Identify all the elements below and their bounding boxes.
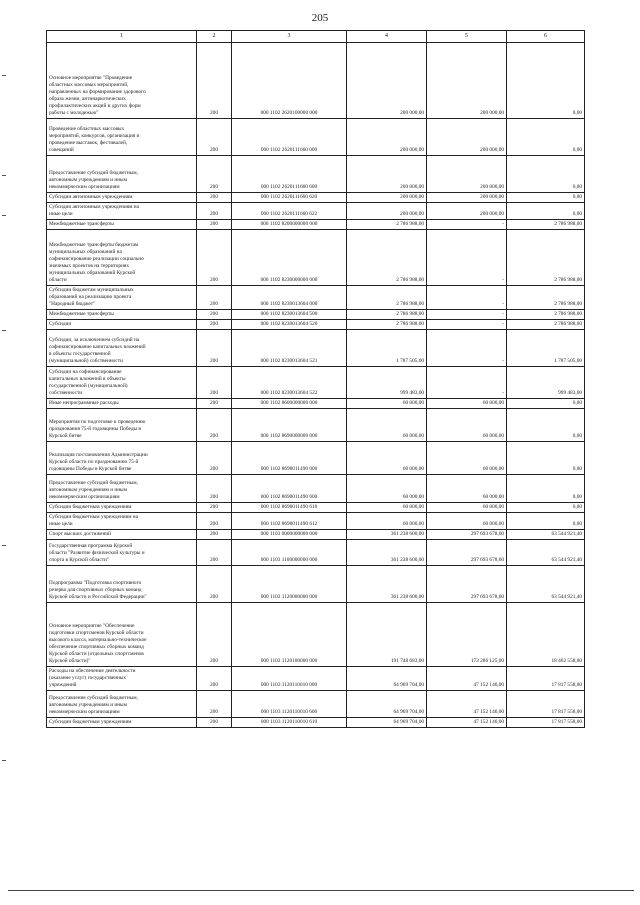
unexecuted-amount: 0,00: [507, 503, 585, 513]
row-name: Субсидии: [47, 320, 197, 330]
budget-classification-code: 000 1102 8230013604 520: [232, 320, 347, 330]
approved-amount: 60 000,00: [347, 475, 427, 503]
unexecuted-amount: 2 786 988,00: [507, 320, 585, 330]
table-row: [47, 156, 585, 193]
executed-amount: 173 286 125,00: [427, 603, 507, 667]
row-name: Межбюджетные трансферты: [47, 310, 197, 320]
budget-classification-code: 000 1102 8690011490 610: [232, 503, 347, 513]
budget-classification-code: 000 1103 1100000000 000: [232, 540, 347, 566]
budget-classification-code: 000 1102 8230013604 500: [232, 310, 347, 320]
line-code: 200: [197, 475, 232, 503]
budget-classification-code: 000 1102 8600000000 000: [232, 399, 347, 409]
table-row: [47, 566, 585, 603]
approved-amount: 60 000,00: [347, 442, 427, 475]
executed-amount: 60 000,00: [427, 442, 507, 475]
column-header: 2: [197, 31, 232, 43]
row-name: Субсидии бюджетным учреждениям: [47, 718, 197, 728]
approved-amount: 200 000,00: [347, 203, 427, 220]
executed-amount: 297 693 678,60: [427, 530, 507, 540]
table-row: [47, 310, 585, 320]
unexecuted-amount: 0,00: [507, 409, 585, 442]
column-header: 4: [347, 31, 427, 43]
table-row: [47, 320, 585, 330]
line-code: 200: [197, 310, 232, 320]
column-header: 1: [47, 31, 197, 43]
line-code: 200: [197, 286, 232, 310]
executed-amount: -: [427, 367, 507, 399]
line-code: 200: [197, 540, 232, 566]
row-name: Субсидии, за исключением субсидий на софинансирование капитальных вложений в объекты государственной (муниципальной) собственности: [47, 330, 197, 367]
row-name: Межбюджетные трансферты бюджетам муниципальных образований на софинансирование реализации социально значимых проектов на территориях муниципальных образований Курской области: [47, 230, 197, 286]
row-name: Основное мероприятие "Обеспечение подготовки спортсменов Курской области высокого класса, материально-техническое обеспечение спортивных сборных команд Курской области (отдельных спортсменов Курской области)": [47, 603, 197, 667]
budget-classification-code: 000 1102 2620111660 620: [232, 193, 347, 203]
unexecuted-amount: 999 483,00: [507, 367, 585, 399]
executed-amount: 47 152 146,00: [427, 667, 507, 691]
executed-amount: 200 000,00: [427, 193, 507, 203]
line-code: 200: [197, 513, 232, 530]
row-name: Предоставление субсидий бюджетным, автономным учреждениям и иным некоммерческим организациям: [47, 475, 197, 503]
approved-amount: 361 238 600,00: [347, 530, 427, 540]
line-code: 200: [197, 320, 232, 330]
table-row: [47, 43, 585, 119]
table-row: [47, 220, 585, 230]
row-name: Основное мероприятие "Проведение областных массовых мероприятий, направленных на формирование здорового образа жизни, антинаркотических профилактических акций и других форм работы с молодежью": [47, 43, 197, 119]
executed-amount: 297 693 678,60: [427, 566, 507, 603]
unexecuted-amount: 0,00: [507, 513, 585, 530]
row-name: Реализация постановления Администрации Курской области по празднованию 75-й годовщины Победы в Курской битве: [47, 442, 197, 475]
table-row: [47, 540, 585, 566]
unexecuted-amount: 0,00: [507, 119, 585, 156]
line-code: 200: [197, 330, 232, 367]
unexecuted-amount: 63 544 921,40: [507, 566, 585, 603]
unexecuted-amount: 63 544 921,40: [507, 530, 585, 540]
table-row: [47, 718, 585, 728]
executed-amount: 200 000,00: [427, 203, 507, 220]
table-row: [47, 667, 585, 691]
row-name: Предоставление субсидий бюджетным, автономным учреждениям и иным некоммерческим организациям: [47, 691, 197, 718]
row-name: Субсидии автономным учреждениям на иные цели: [47, 203, 197, 220]
unexecuted-amount: 0,00: [507, 43, 585, 119]
page-bottom-rule: [8, 890, 634, 891]
row-name: Межбюджетные трансферты: [47, 220, 197, 230]
approved-amount: 200 000,00: [347, 156, 427, 193]
line-code: 200: [197, 442, 232, 475]
unexecuted-amount: 2 786 988,00: [507, 286, 585, 310]
budget-classification-code: 000 1102 8690011490 000: [232, 442, 347, 475]
executed-amount: 297 693 678,60: [427, 540, 507, 566]
executed-amount: 60 000,00: [427, 409, 507, 442]
line-code: 200: [197, 718, 232, 728]
line-code: 200: [197, 399, 232, 409]
approved-amount: 64 969 704,00: [347, 691, 427, 718]
table-row: [47, 367, 585, 399]
table-row: [47, 530, 585, 540]
budget-classification-code: 000 1102 2620111660 000: [232, 119, 347, 156]
executed-amount: 200 000,00: [427, 156, 507, 193]
unexecuted-amount: 0,00: [507, 156, 585, 193]
page-number: 205: [311, 12, 329, 24]
scan-edge-marks: [2, 0, 8, 905]
line-code: 200: [197, 667, 232, 691]
budget-classification-code: 000 1102 2620100000 000: [232, 43, 347, 119]
budget-classification-code: 000 1102 8200000000 000: [232, 220, 347, 230]
approved-amount: 200 000,00: [347, 43, 427, 119]
table-row: [47, 399, 585, 409]
unexecuted-amount: 2 786 988,00: [507, 220, 585, 230]
table-header-row: [47, 31, 585, 43]
table-row: [47, 203, 585, 220]
column-header: 3: [232, 31, 347, 43]
approved-amount: 60 000,00: [347, 399, 427, 409]
budget-classification-code: 000 1103 0000000000 000: [232, 530, 347, 540]
unexecuted-amount: 17 817 558,00: [507, 667, 585, 691]
row-name: Расходы на обеспечение деятельности (оказание услуг) государственных учреждений: [47, 667, 197, 691]
executed-amount: 47 152 146,00: [427, 718, 507, 728]
executed-amount: 60 000,00: [427, 503, 507, 513]
approved-amount: 361 238 600,00: [347, 566, 427, 603]
approved-amount: 1 787 505,00: [347, 330, 427, 367]
approved-amount: 60 000,00: [347, 503, 427, 513]
executed-amount: -: [427, 330, 507, 367]
approved-amount: 2 786 988,00: [347, 310, 427, 320]
table-row: [47, 286, 585, 310]
executed-amount: -: [427, 220, 507, 230]
budget-classification-code: 000 1102 8690000000 000: [232, 409, 347, 442]
budget-classification-code: 000 1103 1120110010 600: [232, 691, 347, 718]
approved-amount: 64 969 704,00: [347, 718, 427, 728]
budget-classification-code: 000 1103 1120110010 610: [232, 718, 347, 728]
executed-amount: 60 000,00: [427, 513, 507, 530]
approved-amount: 2 786 988,00: [347, 320, 427, 330]
row-name: Мероприятия по подготовке к проведению празднования 75-й годовщины Победы в Курской битве: [47, 409, 197, 442]
line-code: 200: [197, 691, 232, 718]
table-row: [47, 691, 585, 718]
unexecuted-amount: 0,00: [507, 475, 585, 503]
unexecuted-amount: 0,00: [507, 399, 585, 409]
line-code: 200: [197, 119, 232, 156]
row-name: Государственная программа Курской области "Развитие физической культуры и спорта в Курской области": [47, 540, 197, 566]
budget-classification-code: 000 1102 8690011490 612: [232, 513, 347, 530]
budget-classification-code: 000 1103 1120000000 000: [232, 566, 347, 603]
executed-amount: -: [427, 310, 507, 320]
table-row: [47, 330, 585, 367]
approved-amount: 60 000,00: [347, 513, 427, 530]
table-row: [47, 513, 585, 530]
executed-amount: -: [427, 320, 507, 330]
line-code: 200: [197, 367, 232, 399]
budget-classification-code: 000 1102 2620111660 622: [232, 203, 347, 220]
column-header: 5: [427, 31, 507, 43]
line-code: 200: [197, 193, 232, 203]
line-code: 200: [197, 43, 232, 119]
executed-amount: 60 000,00: [427, 475, 507, 503]
table-row: [47, 193, 585, 203]
unexecuted-amount: 2 786 988,00: [507, 310, 585, 320]
row-name: Субсидии на софинансирование капитальных вложений в объекты государственной (муниципальной) собственности: [47, 367, 197, 399]
line-code: 200: [197, 566, 232, 603]
approved-amount: 2 786 988,00: [347, 286, 427, 310]
executed-amount: 200 000,00: [427, 43, 507, 119]
executed-amount: 60 000,00: [427, 399, 507, 409]
table-row: [47, 230, 585, 286]
unexecuted-amount: 18 462 558,00: [507, 603, 585, 667]
approved-amount: 2 786 988,00: [347, 230, 427, 286]
budget-classification-code: 000 1102 8230013604 522: [232, 367, 347, 399]
row-name: Субсидии автономным учреждениям: [47, 193, 197, 203]
unexecuted-amount: 0,00: [507, 442, 585, 475]
table-row: [47, 503, 585, 513]
line-code: 200: [197, 230, 232, 286]
line-code: 200: [197, 156, 232, 193]
line-code: 200: [197, 220, 232, 230]
table-row: [47, 603, 585, 667]
budget-classification-code: 000 1102 8230000000 000: [232, 230, 347, 286]
executed-amount: -: [427, 230, 507, 286]
row-name: Субсидии бюджетным учреждениям на иные цели: [47, 513, 197, 530]
column-header: 6: [507, 31, 585, 43]
row-name: Спорт высших достижений: [47, 530, 197, 540]
unexecuted-amount: 17 817 558,00: [507, 691, 585, 718]
line-code: 200: [197, 503, 232, 513]
budget-classification-code: 000 1103 1120110010 000: [232, 667, 347, 691]
approved-amount: 999 483,00: [347, 367, 427, 399]
unexecuted-amount: 2 786 988,00: [507, 230, 585, 286]
budget-classification-code: 000 1102 8230013604 521: [232, 330, 347, 367]
unexecuted-amount: 17 817 558,00: [507, 718, 585, 728]
executed-amount: 47 152 146,00: [427, 691, 507, 718]
approved-amount: 200 000,00: [347, 119, 427, 156]
unexecuted-amount: 63 544 921,40: [507, 540, 585, 566]
budget-classification-code: 000 1102 8690011490 600: [232, 475, 347, 503]
row-name: Проведение областных массовых мероприятий, конкурсов, организация и проведение выставок, фестивалей, совещаний: [47, 119, 197, 156]
row-name: Иные непрограммные расходы: [47, 399, 197, 409]
budget-table: [46, 30, 585, 728]
row-name: Предоставление субсидий бюджетным, автономным учреждениям и иным некоммерческим организациям: [47, 156, 197, 193]
budget-classification-code: 000 1102 2620111660 600: [232, 156, 347, 193]
row-name: Субсидии бюджетным учреждениям: [47, 503, 197, 513]
executed-amount: -: [427, 286, 507, 310]
table-row: [47, 119, 585, 156]
budget-classification-code: 000 1102 8230013604 000: [232, 286, 347, 310]
approved-amount: 191 748 683,00: [347, 603, 427, 667]
approved-amount: 200 000,00: [347, 193, 427, 203]
table-row: [47, 409, 585, 442]
line-code: 200: [197, 603, 232, 667]
table-row: [47, 475, 585, 503]
row-name: Подпрограмма "Подготовка спортивного резерва для спортивных сборных команд Курской области и Российской Федерации": [47, 566, 197, 603]
approved-amount: 60 000,00: [347, 409, 427, 442]
approved-amount: 2 786 988,00: [347, 220, 427, 230]
budget-classification-code: 000 1103 1120100000 000: [232, 603, 347, 667]
row-name: Субсидии бюджетам муниципальных образований на реализацию проекта "Народный бюджет": [47, 286, 197, 310]
approved-amount: 64 969 704,00: [347, 667, 427, 691]
line-code: 200: [197, 409, 232, 442]
approved-amount: 361 238 600,00: [347, 540, 427, 566]
executed-amount: 200 000,00: [427, 119, 507, 156]
line-code: 200: [197, 530, 232, 540]
unexecuted-amount: 1 787 505,00: [507, 330, 585, 367]
line-code: 200: [197, 203, 232, 220]
unexecuted-amount: 0,00: [507, 203, 585, 220]
table-row: [47, 442, 585, 475]
unexecuted-amount: 0,00: [507, 193, 585, 203]
